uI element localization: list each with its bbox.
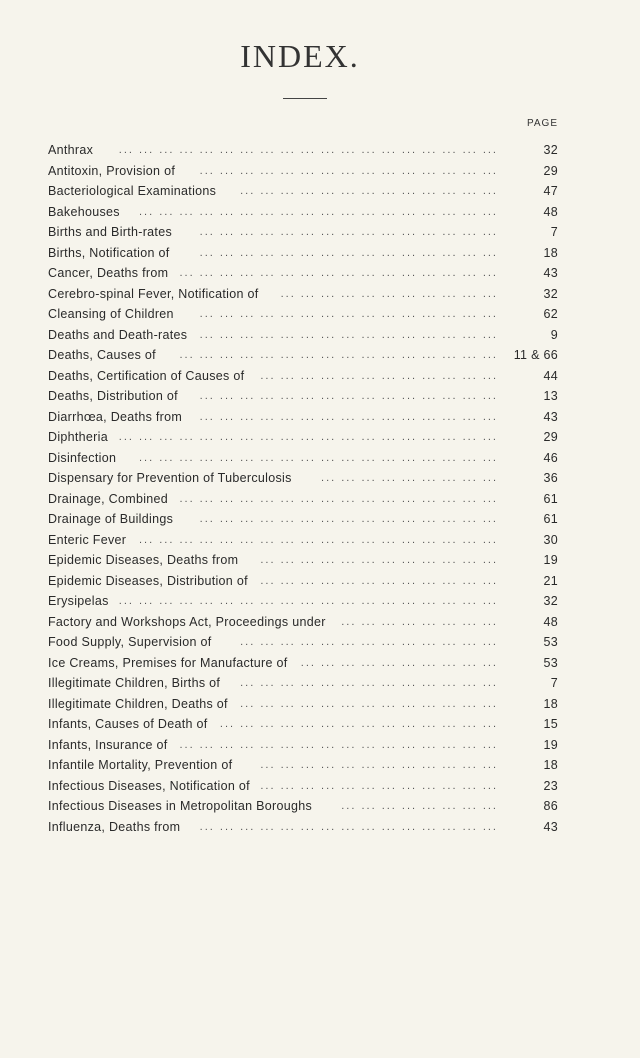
- index-entry: [48, 140, 560, 161]
- entry-label: Births and Birth-rates: [48, 225, 173, 239]
- leader-dots: ... ... ... ... ... ... ... ... ... ... ... ... ...: [240, 677, 498, 689]
- index-entry: [48, 468, 560, 489]
- entry-label: Infectious Diseases, Notification of: [48, 778, 250, 793]
- leader-dots: ... ... ... ... ... ... ... ... ... ... ... ... ... ... ... ...: [179, 738, 498, 751]
- index-entry: [48, 448, 560, 469]
- leader-dots: ... ... ... ... ... ... ... ... ... ... ... ... ... ... ...: [199, 328, 498, 341]
- entry-page-number: 23: [543, 778, 558, 793]
- entry-label: Epidemic Diseases, Distribution of: [48, 573, 248, 588]
- leader-dots: ... ... ... ... ... ... ... ... ... ... ... ... ...: [240, 697, 498, 710]
- index-entry: [48, 550, 560, 571]
- index-entry: [48, 304, 560, 325]
- entry-page-number: 36: [543, 471, 558, 485]
- entry-page-number: 86: [543, 799, 558, 813]
- entry-page-number: 62: [543, 307, 558, 321]
- entry-page-number: 46: [543, 450, 558, 465]
- index-entry: [48, 325, 560, 346]
- entry-page-number: 47: [543, 184, 558, 198]
- entry-label: Bakehouses: [48, 204, 120, 219]
- entry-page-number: 13: [543, 389, 558, 403]
- entry-label: Anthrax: [48, 143, 94, 157]
- leader-dots: ... ... ... ... ... ... ... ... ... ... ... ... ... ... ... ... ... ...: [139, 205, 498, 218]
- leader-dots: ... ... ... ... ... ... ... ... ... ... ... ... ... ... ...: [199, 246, 498, 259]
- entry-page-number: 15: [543, 717, 558, 731]
- index-entry: [48, 591, 560, 612]
- entry-label: Deaths and Death-rates: [48, 327, 188, 342]
- entry-page-number: 11 & 66: [513, 348, 558, 362]
- leader-dots: ... ... ... ... ... ... ... ... ... ... ... ... ... ... ... ... ... ... ...: [118, 595, 498, 607]
- index-entry: [48, 222, 560, 243]
- entry-label: Drainage of Buildings: [48, 512, 174, 526]
- entry-page-number: 9: [550, 327, 558, 342]
- index-entry: [48, 612, 560, 633]
- entry-page-number: 32: [543, 286, 558, 301]
- leader-dots: ... ... ... ... ... ... ... ...: [341, 800, 498, 812]
- leader-dots: ... ... ... ... ... ... ... ... ... ... ... ...: [260, 554, 498, 566]
- entry-label: Infants, Insurance of: [48, 737, 168, 752]
- index-entry: [48, 181, 560, 202]
- entry-label: Births, Notification of: [48, 245, 170, 260]
- entry-page-number: 7: [550, 225, 558, 239]
- leader-dots: ... ... ... ... ... ... ... ... ... ... ... ... ... ... ... ... ... ... ...: [118, 144, 498, 156]
- entry-label: Deaths, Certification of Causes of: [48, 368, 245, 383]
- entry-page-number: 43: [543, 409, 558, 424]
- index-entry: [48, 632, 560, 653]
- leader-dots: ... ... ... ... ... ... ... ... ... ... ... ...: [260, 779, 498, 792]
- leader-dots: ... ... ... ... ... ... ... ... ... ... ... ... ... ... ... ...: [179, 349, 498, 361]
- entry-page-number: 43: [543, 266, 558, 280]
- leader-dots: ... ... ... ... ... ... ... ... ... ... ... ... ... ... ...: [199, 410, 498, 423]
- leader-dots: ... ... ... ... ... ... ... ... ... ... ... ... ... ... ...: [199, 513, 498, 525]
- leader-dots: ... ... ... ... ... ... ... ... ... ... ... ... ... ... ...: [199, 226, 498, 238]
- index-entry: [48, 263, 560, 284]
- entry-page-number: 32: [543, 594, 558, 608]
- leader-dots: ... ... ... ... ... ... ... ... ... ... ... ... ... ... ...: [199, 820, 498, 833]
- entry-label: Infectious Diseases in Metropolitan Boroughs: [48, 799, 313, 813]
- entry-page-number: 19: [543, 553, 558, 567]
- entry-label: Influenza, Deaths from: [48, 819, 181, 834]
- entry-page-number: 48: [543, 204, 558, 219]
- entry-label: Diphtheria: [48, 430, 108, 444]
- leader-dots: ... ... ... ... ... ... ... ... ... ... ... ... ... ... ... ...: [179, 267, 498, 279]
- entry-page-number: 61: [543, 491, 558, 506]
- entry-page-number: 18: [543, 245, 558, 260]
- index-entry: [48, 386, 560, 407]
- entry-label: Enteric Fever: [48, 532, 127, 547]
- entry-label: Erysipelas: [48, 594, 109, 608]
- leader-dots: ... ... ... ... ... ... ... ... ... ... ... ... ... ... ...: [199, 164, 498, 177]
- entry-label: Dispensary for Prevention of Tuberculosis: [48, 471, 292, 485]
- index-entry: [48, 530, 560, 551]
- entry-page-number: 53: [543, 635, 558, 649]
- entry-label: Ice Creams, Premises for Manufacture of: [48, 655, 288, 670]
- leader-dots: ... ... ... ... ... ... ... ... ... ... ... ...: [260, 369, 498, 382]
- leader-dots: ... ... ... ... ... ... ... ... ... ... ...: [280, 287, 498, 300]
- entry-label: Illegitimate Children, Births of: [48, 676, 221, 690]
- index-entry: [48, 284, 560, 305]
- index-entry: [48, 735, 560, 756]
- entry-page-number: 19: [543, 737, 558, 752]
- entry-page-number: 30: [543, 532, 558, 547]
- leader-dots: ... ... ... ... ... ... ... ... ... ... ... ... ... ... ...: [199, 390, 498, 402]
- index-entry: [48, 755, 560, 776]
- page-column-label: PAGE: [526, 118, 558, 129]
- index-entry: [48, 427, 560, 448]
- index-entry: [48, 509, 560, 530]
- entry-label: Cleansing of Children: [48, 307, 174, 321]
- entry-label: Illegitimate Children, Deaths of: [48, 696, 228, 711]
- entry-page-number: 29: [543, 430, 558, 444]
- entry-label: Deaths, Distribution of: [48, 389, 178, 403]
- leader-dots: ... ... ... ... ... ... ... ... ... ... ... ...: [260, 574, 498, 587]
- entry-label: Infantile Mortality, Prevention of: [48, 758, 233, 772]
- index-entry: [48, 161, 560, 182]
- entry-page-number: 29: [543, 163, 558, 178]
- entry-label: Factory and Workshops Act, Proceedings under: [48, 614, 326, 629]
- index-entry: [48, 345, 560, 366]
- entry-page-number: 53: [543, 655, 558, 670]
- entry-page-number: 7: [550, 676, 558, 690]
- entry-page-number: 32: [543, 143, 558, 157]
- leader-dots: ... ... ... ... ... ... ... ... ...: [321, 472, 498, 484]
- entry-label: Epidemic Diseases, Deaths from: [48, 553, 239, 567]
- leader-dots: ... ... ... ... ... ... ... ... ... ...: [300, 656, 498, 669]
- entry-label: Deaths, Causes of: [48, 348, 156, 362]
- index-entry: [48, 776, 560, 797]
- leader-dots: ... ... ... ... ... ... ... ... ... ... ... ... ... ...: [219, 718, 498, 730]
- index-entry: [48, 243, 560, 264]
- leader-dots: ... ... ... ... ... ... ... ...: [341, 615, 498, 628]
- entry-page-number: 43: [543, 819, 558, 834]
- entry-label: Diarrhœa, Deaths from: [48, 409, 183, 424]
- page-title: INDEX.: [240, 38, 360, 74]
- entry-label: Cancer, Deaths from: [48, 266, 169, 280]
- index-entry: [48, 817, 560, 838]
- entry-label: Food Supply, Supervision of: [48, 635, 212, 649]
- entry-page-number: 21: [543, 573, 558, 588]
- title-rule: [283, 98, 327, 99]
- entry-page-number: 18: [543, 696, 558, 711]
- index-entry: [48, 694, 560, 715]
- entry-label: Antitoxin, Provision of: [48, 163, 176, 178]
- entry-label: Disinfection: [48, 450, 117, 465]
- leader-dots: ... ... ... ... ... ... ... ... ... ... ... ... ...: [240, 636, 498, 648]
- index-entry: [48, 571, 560, 592]
- leader-dots: ... ... ... ... ... ... ... ... ... ... ... ... ... ... ...: [199, 308, 498, 320]
- leader-dots: ... ... ... ... ... ... ... ... ... ... ... ... ... ... ... ... ... ... ...: [118, 431, 498, 443]
- index-entry: [48, 796, 560, 817]
- index-entry: [48, 202, 560, 223]
- entry-page-number: 61: [543, 512, 558, 526]
- index-list: [48, 140, 560, 837]
- index-entry: [48, 366, 560, 387]
- leader-dots: ... ... ... ... ... ... ... ... ... ... ... ... ... ... ... ... ... ...: [139, 533, 498, 546]
- leader-dots: ... ... ... ... ... ... ... ... ... ... ... ...: [260, 759, 498, 771]
- entry-label: Bacteriological Examinations: [48, 184, 217, 198]
- entry-label: Cerebro-spinal Fever, Notification of: [48, 286, 259, 301]
- index-entry: [48, 673, 560, 694]
- entry-page-number: 18: [543, 758, 558, 772]
- entry-page-number: 48: [543, 614, 558, 629]
- leader-dots: ... ... ... ... ... ... ... ... ... ... ... ... ... ... ... ... ... ...: [139, 451, 498, 464]
- index-entry: [48, 489, 560, 510]
- entry-label: Drainage, Combined: [48, 491, 169, 506]
- leader-dots: ... ... ... ... ... ... ... ... ... ... ... ... ... ... ... ...: [179, 492, 498, 505]
- entry-page-number: 44: [543, 368, 558, 383]
- index-entry: [48, 653, 560, 674]
- index-entry: [48, 407, 560, 428]
- index-entry: [48, 714, 560, 735]
- entry-label: Infants, Causes of Death of: [48, 717, 208, 731]
- leader-dots: ... ... ... ... ... ... ... ... ... ... ... ... ...: [240, 185, 498, 197]
